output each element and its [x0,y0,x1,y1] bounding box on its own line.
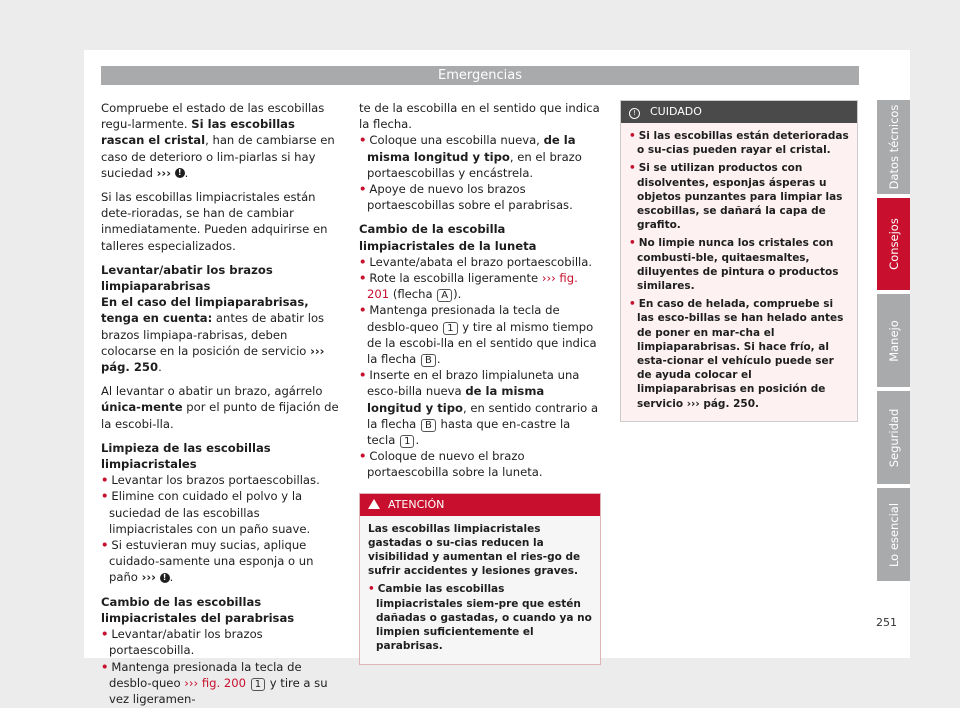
bullet-9: • Rote la escobilla ligeramente ››› fig. 201 (flecha A ). [359,270,601,302]
page-link[interactable]: ››› pág. 250 [101,343,325,375]
bullet-3: • Si estuvieran muy sucias, aplique cuidado-samente una esponja o un paño ››› ! . [101,537,339,586]
page-number: 251 [876,616,897,629]
column-3 [620,100,858,422]
tab-manejo[interactable]: Manejo [877,294,910,387]
tab-seguridad[interactable]: Seguridad [877,391,910,484]
heading-cleaning: Limpieza de las escobillas limpiacristales [101,440,271,472]
fig-link[interactable]: ››› fig. 200 [184,675,246,690]
bullet-5: • Mantenga presionada la tecla de desblo-queo ››› fig. 200 1 y tire a su vez ligeramen- [101,659,339,708]
callout-letter: B [421,419,436,432]
warning-triangle-icon [368,499,380,509]
callout-letter: B [421,354,436,367]
tab-datos-tecnicos[interactable]: Datos técnicos [877,100,910,194]
callout-letter: A [437,289,452,302]
paragraph-4: Al levantar o abatir un brazo, agárrelo única-mente por el punto de fijación de la escobi-lla. [101,384,339,431]
fig-link[interactable]: ››› fig. 201 [367,271,578,302]
warning-header: ATENCIÓN [360,494,600,516]
bullet-6: • Coloque una escobilla nueva, de la misma longitud y tipo, en el brazo portaescobillas y encástrela. [359,132,601,181]
section-header: Emergencias [101,66,859,85]
bullet-7: • Apoye de nuevo los brazos portaescobillas sobre el parabrisas. [359,181,601,213]
bullet-10: • Mantenga presionada la tecla de desblo-queo 1 y tire al mismo tiempo de la escobi-lla en el sentido que indica la flecha B . [359,302,601,367]
warning-box [359,493,601,665]
warning-ref-icon: ! [175,168,185,178]
info-circle-icon: ! [629,108,640,119]
heading-change-windscreen: Cambio de las escobillas limpiacristales del parabrisas [101,594,295,625]
bullet-11: • Inserte en el brazo limpialuneta una esco-billa nueva de la misma longitud y tipo, en sentido contrario a la flecha B hasta que en-castre la tecla 1 . [359,367,601,448]
bullet-12: • Coloque de nuevo el brazo portaescobilla sobre la luneta. [359,448,601,480]
bullet-8: • Levante/abata el brazo portaescobilla. [359,254,601,270]
callout-number: 1 [400,435,414,448]
bullet-1: • Levantar los brazos portaescobillas. [101,472,339,488]
tab-lo-esencial[interactable]: Lo esencial [877,488,910,581]
bullet-4: • Levantar/abatir los brazos portaescobilla. [101,626,339,658]
heading-rear-wiper: Cambio de la escobilla limpiacristales de la luneta [359,222,537,253]
warning-ref-icon: ! [160,573,170,583]
callout-number: 1 [251,678,265,691]
tab-consejos[interactable]: Consejos [877,198,910,290]
column-2 [359,100,601,665]
warning-body: Las escobillas limpiacristales gastadas o su-cias reducen la visibilidad y aumentan el ries-go de sufrir accidentes y lesiones graves. • Cambie las escobillas limpiacristales siem-pre que estén dañadas o gastadas, o cuando ya no limpien suficientemente el parabrisas. [360,516,600,664]
column-1 [101,100,339,707]
caution-body: • Si las escobillas están deterioradas o su-cias pueden rayar el cristal. • Si se utilizan productos con disolventes, esponjas ásperas u objetos punzantes para limpiar las escobillas, se dañará la capa de grafito. • No limpie nunca los cristales con combusti-ble, quitaesmaltes, diluyentes de pintura o productos similares. • En caso de helada, compruebe si las esco-billas se han helado antes de poner en mar-cha el limpiaparabrisas. Si hace frío, al esta-cionar el vehículo puede ser de ayuda colocar el limpiaparabrisas en posición de servicio ››› pág. 250. [621,123,857,421]
paragraph-3: En el caso del limpiaparabrisas, tenga en cuenta: antes de abatir los brazos limpiapa-rabrisas, deben colocarse en la posición de servicio ››› pág. 250. [101,295,325,375]
bullet-2: • Elimine con cuidado el polvo y la suciedad de las escobillas limpiacristales con un paño suave. [101,488,339,537]
paragraph-cont: te de la escobilla en el sentido que indica la flecha. [359,101,600,132]
chapter-tabs [877,100,910,585]
paragraph-1: Compruebe el estado de las escobillas regu-larmente. Si las escobillas rascan el cristal, han de cambiarse en caso de deterioro o lim-piarlas si hay suciedad ››› ! . [101,101,335,180]
paragraph-2: Si las escobillas limpiacristales están dete-rioradas, se han de cambiar inmediatamente. Pueden adquirirse en talleres especializados. [101,190,328,253]
crossref-arrow: ››› [156,165,171,180]
heading-raise-arms: Levantar/abatir los brazos limpiaparabrisas [101,262,273,294]
caution-box [620,100,858,422]
callout-number: 1 [443,322,457,335]
caution-header: ! CUIDADO [621,101,857,123]
page-link[interactable]: ››› pág. 250 [686,397,756,410]
